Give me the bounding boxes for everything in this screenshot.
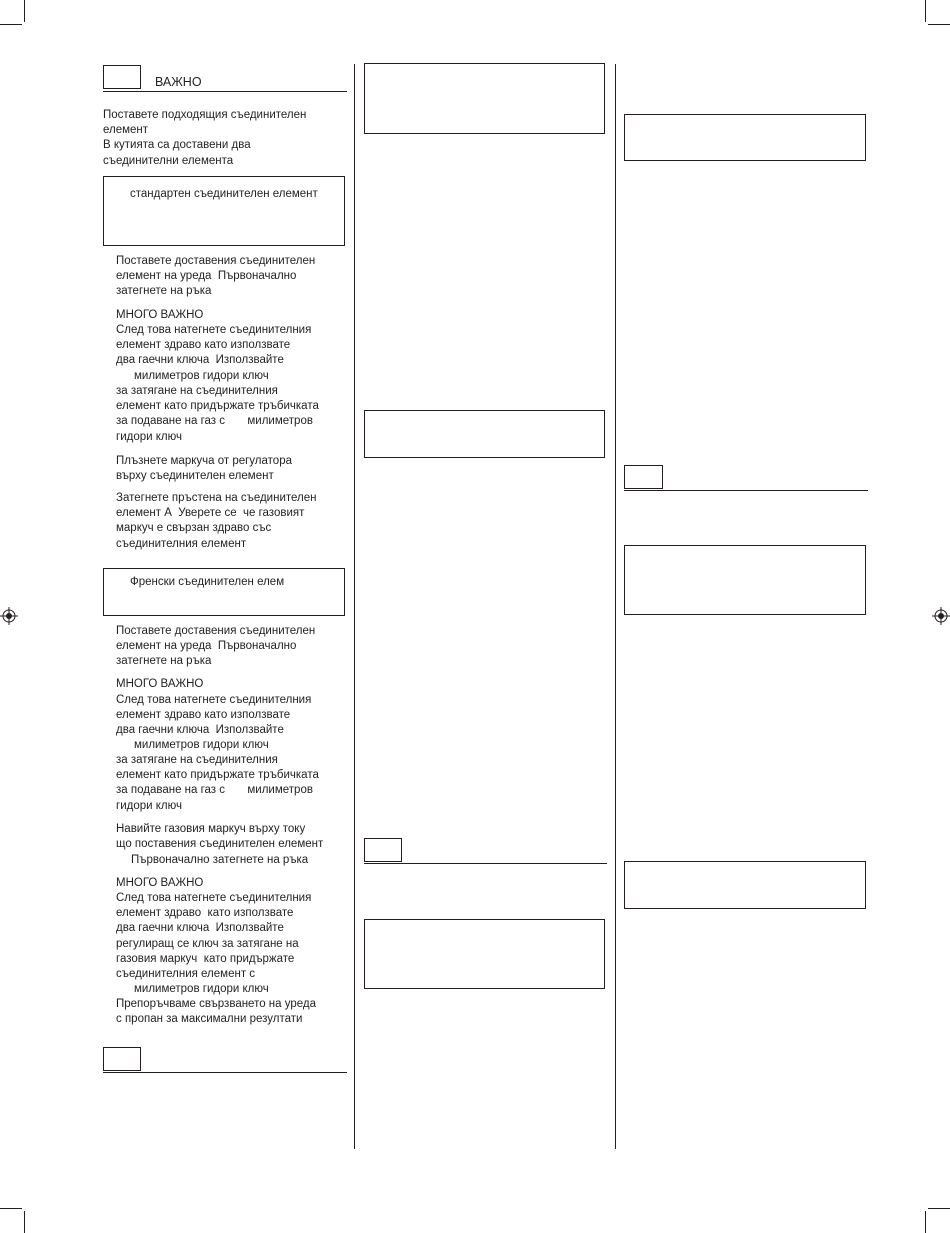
section-heading: ВАЖНО bbox=[155, 75, 202, 89]
very-important-label: МНОГО ВАЖНО bbox=[116, 877, 204, 889]
figure-caption-standard: стандартен съединителен елемент bbox=[130, 188, 318, 200]
crop-mark bbox=[0, 1208, 22, 1209]
french-warning-2-part-a: След това натегнете съединителния елемент здраво като използвате два гаечни ключа Използвайте регулиращ се ключ за затягане на газовия маркуч като придържате съединителния елемент с bbox=[116, 892, 312, 981]
crop-mark bbox=[24, 0, 25, 22]
crop-mark bbox=[24, 1211, 25, 1233]
section-number-box bbox=[103, 65, 141, 89]
figure-box bbox=[364, 919, 605, 989]
crop-mark bbox=[0, 24, 22, 25]
standard-warning-part-c: за затягане на съединителния елемент като придържате тръбичката за подаване на газ с милиметров гидори ключ bbox=[116, 385, 319, 443]
crop-mark bbox=[928, 1208, 950, 1209]
crop-mark bbox=[925, 0, 926, 22]
figure-box bbox=[624, 545, 866, 615]
column-divider bbox=[615, 64, 616, 1149]
figure-box-standard bbox=[103, 176, 345, 246]
figure-box bbox=[364, 410, 605, 458]
french-warning-2-part-b: милиметров гидори ключ bbox=[134, 983, 269, 995]
crop-mark bbox=[928, 24, 950, 25]
figure-box bbox=[364, 63, 605, 134]
french-step-1: Поставете доставения съединителен елемент на уреда Първоначално затегнете на ръка bbox=[116, 625, 316, 668]
figure-box-french bbox=[103, 568, 345, 616]
heading-rule bbox=[624, 490, 868, 491]
section-number-box bbox=[103, 1047, 141, 1071]
french-warning-part-b: милиметров гидори ключ bbox=[134, 739, 269, 751]
very-important-label: МНОГО ВАЖНО bbox=[116, 309, 204, 321]
figure-box bbox=[624, 114, 866, 161]
figure-caption-french: Френски съединителен елем bbox=[130, 576, 285, 588]
standard-step-1: Поставете доставения съединителен елемент на уреда Първоначално затегнете на ръка bbox=[116, 255, 316, 298]
figure-box bbox=[624, 861, 866, 909]
section-number-box bbox=[624, 465, 663, 489]
heading-rule bbox=[364, 863, 607, 864]
registration-mark-icon bbox=[932, 607, 950, 625]
french-step-2-part-b: Първоначално затегнете на ръка bbox=[131, 854, 309, 866]
column-divider bbox=[354, 64, 355, 1149]
very-important-label: МНОГО ВАЖНО bbox=[116, 678, 204, 690]
recommendation-text: Препоръчваме свързването на уреда с пропан за максимални резултати bbox=[116, 998, 317, 1026]
french-warning-part-a: След това натегнете съединителния елемент здраво като използвате два гаечни ключа Използвайте bbox=[116, 694, 312, 737]
section-number-box bbox=[364, 838, 402, 862]
crop-mark bbox=[925, 1211, 926, 1233]
heading-rule bbox=[103, 1072, 347, 1073]
registration-mark-icon bbox=[0, 607, 18, 625]
intro-text: Поставете подходящия съединителен елемент В кутията са доставени два съединителни елемента bbox=[103, 109, 307, 167]
french-step-2-part-a: Навийте газовия маркуч върху току що поставения съединителен елемент bbox=[116, 823, 324, 851]
standard-warning-part-b: милиметров гидори ключ bbox=[134, 370, 269, 382]
standard-step-3: Затегнете пръстена на съединителен елемент А Уверете се че газовият маркуч е свързан здраво със съединителния елемент bbox=[116, 492, 317, 550]
standard-warning-part-a: След това натегнете съединителния елемент здраво като използвате два гаечни ключа Използвайте bbox=[116, 324, 312, 367]
french-warning-part-c: за затягане на съединителния елемент като придържате тръбичката за подаване на газ с милиметров гидори ключ bbox=[116, 754, 319, 812]
standard-step-2: Плъзнете маркуча от регулатора върху съединителен елемент bbox=[116, 455, 292, 483]
heading-rule bbox=[103, 91, 347, 92]
